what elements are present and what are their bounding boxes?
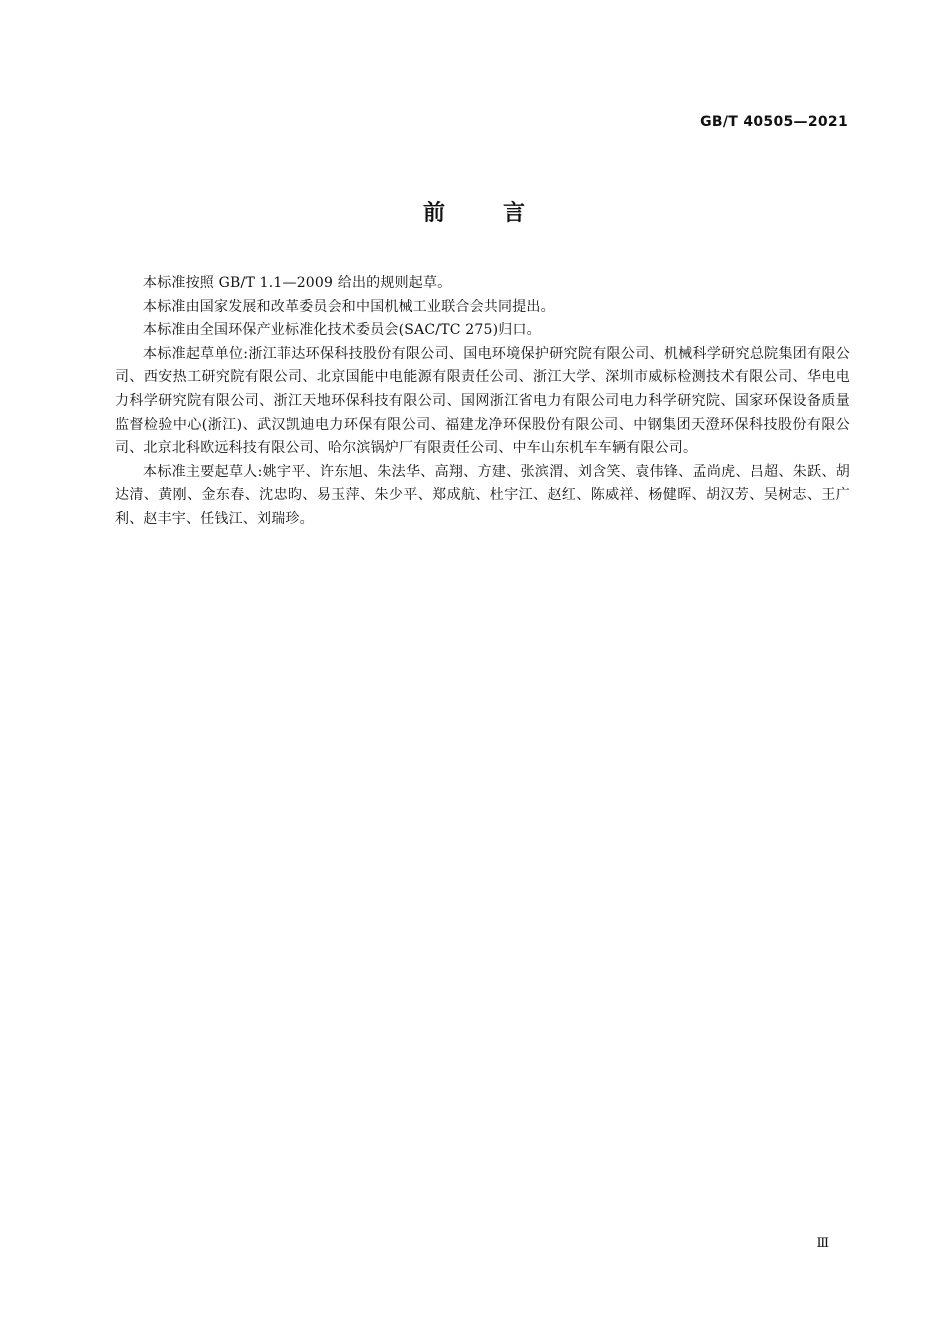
page-title (0, 196, 950, 227)
page-number: Ⅲ (816, 1236, 829, 1251)
paragraph-drafting-rules: 本标准按照 GB/T 1.1—2009 给出的规则起草。 (143, 275, 452, 291)
paragraph-drafting-units: 本标准起草单位:浙江菲达环保科技股份有限公司、国电环境保护研究院有限公司、机械科学研究总院集团有限公司、西安热工研究院有限公司、北京国能中电能源有限责任公司、浙江大学、深圳市威标检测技术有限公司、华电电力科学研究院有限公司、浙江天地环保科技有限公司、国网浙江省电力有限公司电力科学研究院、国家环保设备质量监督检验中心(浙江)、武汉凯迪电力环保有限公司、福建龙净环保股份有限公司、中钢集团天澄环保科技股份有限公司、北京北科欧远科技有限公司、哈尔滨锅炉厂有限责任公司、中车山东机车车辆有限公司。 (115, 345, 850, 457)
foreword-body (115, 272, 850, 532)
paragraph-proposed-by: 本标准由国家发展和改革委员会和中国机械工业联合会共同提出。 (143, 298, 555, 315)
paragraph-main-drafters: 本标准主要起草人:姚宇平、许东旭、朱法华、高翔、方建、张滨渭、刘含笑、袁伟锋、孟尚虎、吕超、朱跃、胡达清、黄刚、金东春、沈忠昀、易玉萍、朱少平、郑成航、杜宇江、赵红、陈威祥、杨健晖、胡汉芳、吴树志、王广利、赵丰宇、任钱江、刘瑞珍。 (115, 463, 850, 527)
title-char-1: 前 (422, 201, 447, 226)
paragraph-technical-committee: 本标准由全国环保产业标准化技术委员会(SAC/TC 275)归口。 (143, 322, 541, 339)
title-char-2: 言 (503, 201, 528, 226)
standard-number: GB/T 40505—2021 (700, 114, 848, 130)
